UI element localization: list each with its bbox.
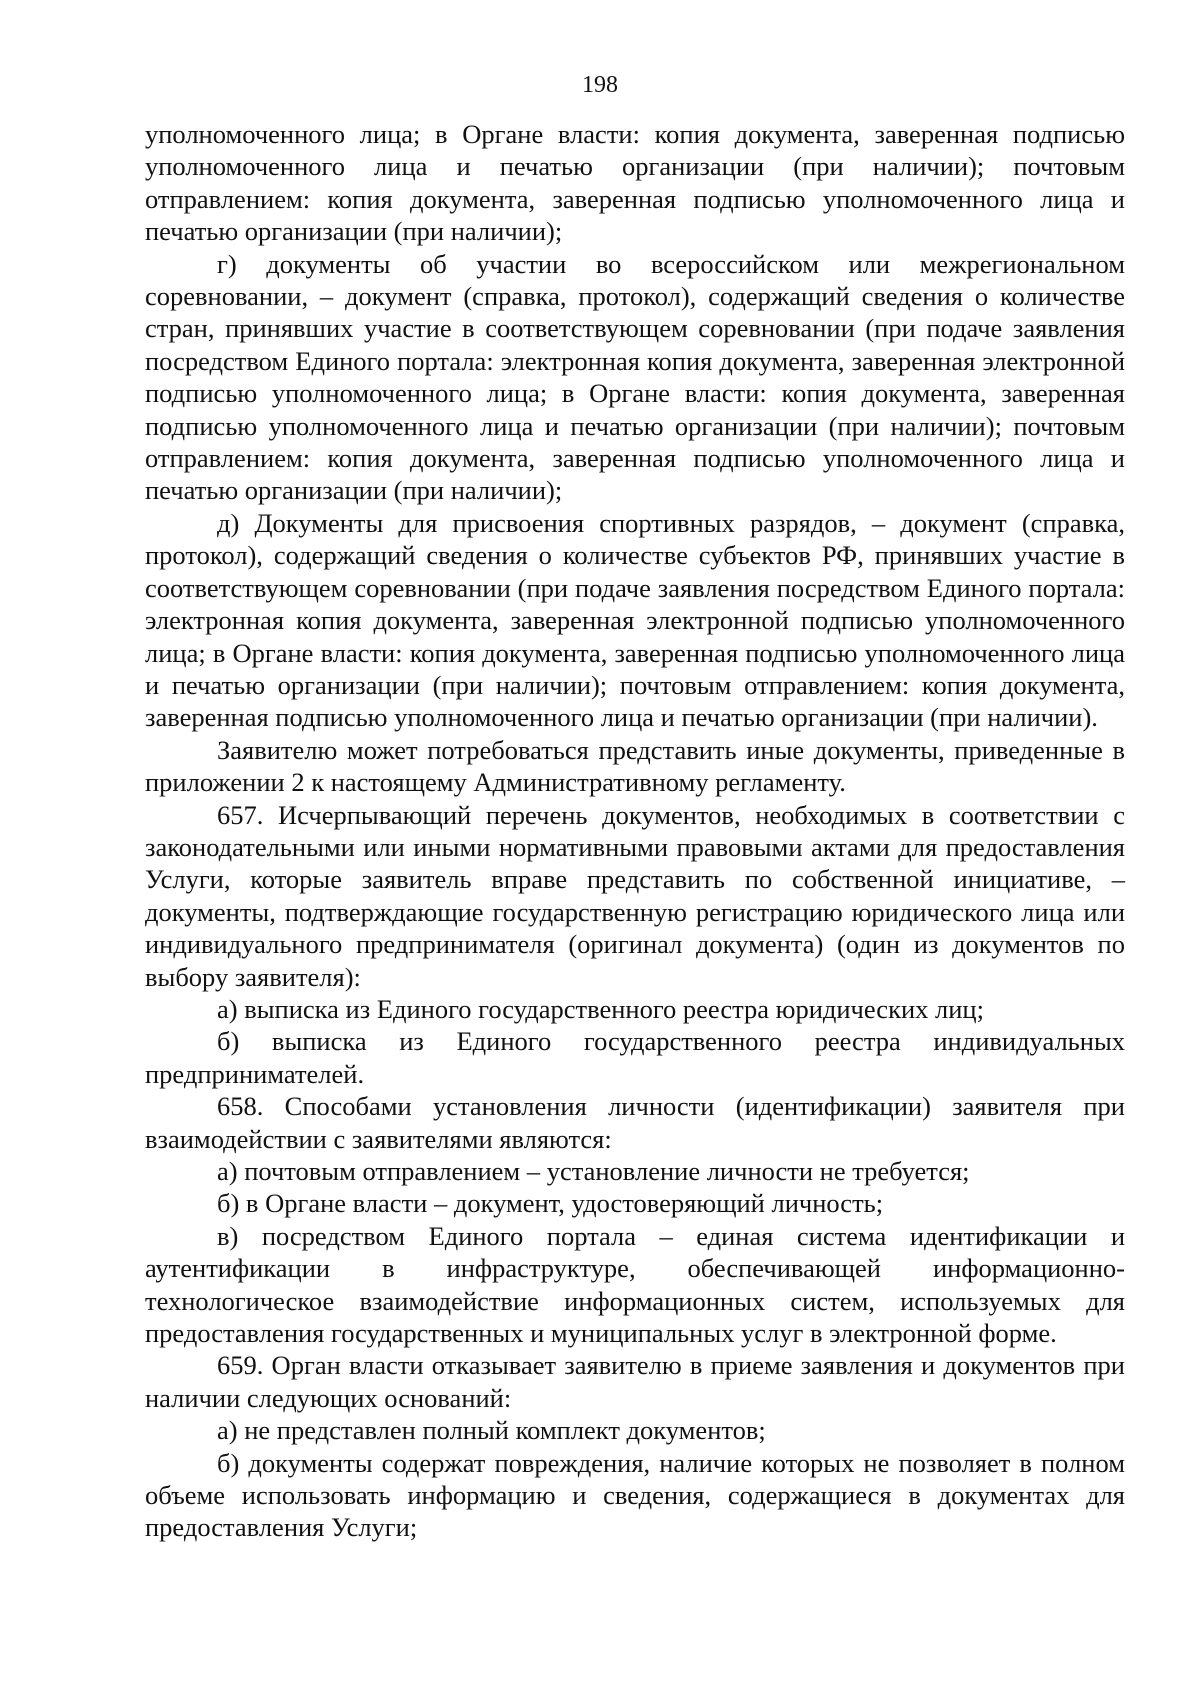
paragraph-659-item-b: б) документы содержат повреждения, наличие которых не позволяет в полном объеме использовать информацию и сведения, содержащиеся в документах для предоставления Услуги; [145, 1447, 1125, 1543]
paragraph-item-d: д) Документы для присвоения спортивных разрядов, – документ (справка, протокол), содержащий сведения о количестве субъектов РФ, принявших участие в соответствующем соревновании (при подаче заявления посредством Единого портала: электронная копия документа, заверенная электронной подписью уполномоченного лица; в Органе власти: копия документа, заверенная подписью уполномоченного лица и печатью организации (при наличии); почтовым отправлением: копия документа, заверенная подписью уполномоченного лица и печатью организации (при наличии). [145, 507, 1125, 733]
paragraph-658: 658. Способами установления личности (идентификации) заявителя при взаимодействии с заявителями являются: [145, 1091, 1125, 1154]
paragraph-657-item-a: а) выписка из Единого государственного реестра юридических лиц; [217, 993, 984, 1024]
paragraph-658-item-b: б) в Органе власти – документ, удостоверяющий личность; [217, 1188, 884, 1219]
paragraph-657-item-b: б) выписка из Единого государственного реестра индивидуальных предпринимателей. [145, 1026, 1125, 1089]
paragraph-658-item-v: в) посредством Единого портала – единая система идентификации и аутентификации в инфраструктуре, обеспечивающей информационно-технологическое взаимодействие информационных систем, используемых для предоставления государственных и муниципальных услуг в электронной форме. [145, 1220, 1125, 1349]
paragraph-applicant-note: Заявителю может потребоваться представить иные документы, приведенные в приложении 2 к настоящему Административному регламенту. [145, 734, 1125, 798]
paragraph-659-item-a: а) не представлен полный комплект документов; [217, 1415, 766, 1446]
paragraph-657: 657. Исчерпывающий перечень документов, необходимых в соответствии с законодательными или иными нормативными правовыми актами для предоставления Услуги, которые заявитель вправе представить по собственной инициативе, – документы, подтверждающие государственную регистрацию юридического лица или индивидуального предпринимателя (оригинал документа) (один из документов по выбору заявителя): [145, 799, 1125, 992]
paragraph-658-item-a: а) почтовым отправлением – установление личности не требуется; [217, 1156, 970, 1186]
document-body [145, 118, 1125, 1544]
paragraph-item-g: г) документы об участии во всероссийском или межрегиональном соревновании, – документ (справка, протокол), содержащий сведения о количестве стран, принявших участие в соответствующем соревновании (при подаче заявления посредством Единого портала: электронная копия документа, заверенная электронной подписью уполномоченного лица; в Органе власти: копия документа, заверенная подписью уполномоченного лица и печатью организации (при наличии); почтовым отправлением: копия документа, заверенная подписью уполномоченного лица и печатью организации (при наличии); [145, 248, 1125, 506]
paragraph-continuation: уполномоченного лица; в Органе власти: копия документа, заверенная подписью уполномоченного лица и печатью организации (при наличии); почтовым отправлением: копия документа, заверенная подписью уполномоченного лица и печатью организации (при наличии); [145, 119, 1125, 247]
paragraph-659: 659. Орган власти отказывает заявителю в приеме заявления и документов при наличии следующих оснований: [145, 1350, 1125, 1413]
page-number: 198 [582, 72, 618, 98]
